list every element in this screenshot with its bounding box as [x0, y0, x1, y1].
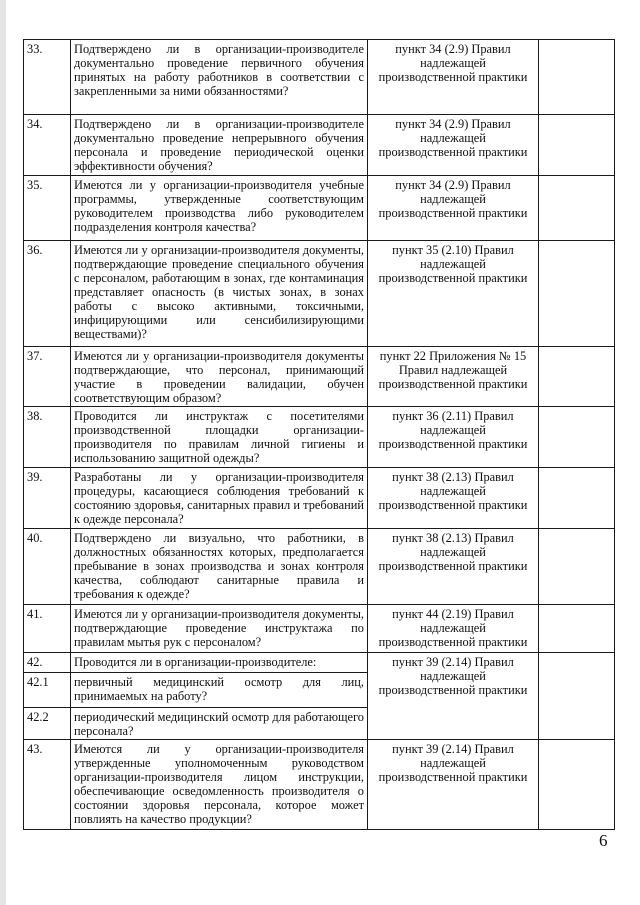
question-text: Имеются ли у организации-производителя документы подтверждающие, что персонал, принимающий участие в проведении валидации, обучен соответствующим образом?	[71, 347, 368, 407]
row-number: 37.	[24, 347, 71, 407]
empty-cell	[539, 653, 615, 740]
reference-text: пункт 34 (2.9) Правил надлежащей производственной практики	[368, 115, 539, 176]
reference-text: пункт 22 Приложения № 15 Правил надлежащей производственной практики	[368, 347, 539, 407]
reference-text: пункт 38 (2.13) Правил надлежащей производственной практики	[368, 529, 539, 605]
row-number: 41.	[24, 605, 71, 653]
table-row	[24, 605, 615, 653]
reference-text: пункт 39 (2.14) Правил надлежащей производственной практики	[368, 653, 539, 740]
row-number: 35.	[24, 176, 71, 241]
table-row	[24, 529, 615, 605]
empty-cell	[539, 468, 615, 529]
page-left-edge	[0, 0, 6, 905]
table-row	[24, 407, 615, 468]
row-number: 43.	[24, 740, 71, 830]
row-number: 33.	[24, 40, 71, 115]
row-number: 36.	[24, 241, 71, 347]
table-row	[24, 653, 615, 673]
question-text: первичный медицинский осмотр для лиц, принимаемых на работу?	[71, 673, 368, 708]
empty-cell	[539, 740, 615, 830]
empty-cell	[539, 241, 615, 347]
table-row	[24, 740, 615, 830]
row-number: 42.	[24, 653, 71, 673]
reference-text: пункт 38 (2.13) Правил надлежащей производственной практики	[368, 468, 539, 529]
empty-cell	[539, 529, 615, 605]
empty-cell	[539, 407, 615, 468]
question-text: Разработаны ли у организации-производителя процедуры, касающиеся соблюдения требований к состоянию здоровья, санитарных правил и требований к одежде персонала?	[71, 468, 368, 529]
table-row	[24, 241, 615, 347]
empty-cell	[539, 347, 615, 407]
question-text: Проводится ли инструктаж с посетителями производственной площадки организации-производителя по правилам личной гигиены и использованию защитной одежды?	[71, 407, 368, 468]
reference-text: пункт 34 (2.9) Правил надлежащей производственной практики	[368, 176, 539, 241]
question-text: Имеются ли у организации-производителя утвержденные уполномоченным руководством организации-производителя лицом инструкции, обеспечивающие осведомленность производителя о состоянии здоровья персонала, которое может повлиять на качество продукции?	[71, 740, 368, 830]
reference-text: пункт 44 (2.19) Правил надлежащей производственной практики	[368, 605, 539, 653]
question-text: Подтверждено ли визуально, что работники, в должностных обязанностях которых, предполагается пребывание в зонах производства и зонах контроля качества, соблюдают санитарные правила и требования к одежде?	[71, 529, 368, 605]
row-number: 34.	[24, 115, 71, 176]
question-text: Подтверждено ли в организации-производителе документально проведение первичного обучения принятых на работу работников в соответствии с закрепленными за ними обязанностями?	[71, 40, 368, 115]
reference-text: пункт 39 (2.14) Правил надлежащей производственной практики	[368, 740, 539, 830]
question-text: периодический медицинский осмотр для работающего персонала?	[71, 708, 368, 740]
checklist-table	[23, 39, 615, 830]
row-number: 38.	[24, 407, 71, 468]
table-row	[24, 40, 615, 115]
empty-cell	[539, 115, 615, 176]
row-number: 42.2	[24, 708, 71, 740]
reference-text: пункт 35 (2.10) Правил надлежащей производственной практики	[368, 241, 539, 347]
empty-cell	[539, 176, 615, 241]
table-row	[24, 347, 615, 407]
page-number: 6	[599, 831, 608, 850]
empty-cell	[539, 40, 615, 115]
question-text: Подтверждено ли в организации-производителе документально проведение непрерывного обучения персонала и проведение периодической оценки эффективности обучения?	[71, 115, 368, 176]
question-text: Имеются ли у организации-производителя документы, подтверждающие проведение инструктажа по правилам мытья рук с персоналом?	[71, 605, 368, 653]
reference-text: пункт 34 (2.9) Правил надлежащей производственной практики	[368, 40, 539, 115]
row-number: 39.	[24, 468, 71, 529]
table-row	[24, 176, 615, 241]
question-text: Проводится ли в организации-производителе:	[71, 653, 368, 673]
question-text: Имеются ли у организации-производителя документы, подтверждающие проведение специального обучения с персоналом, работающим в зонах, где контаминация представляет опасность (в чистых зонах, в зонах работы с высоко активными, токсичными, инфицирующими или сенсибилизирующими веществами)?	[71, 241, 368, 347]
empty-cell	[539, 605, 615, 653]
row-number: 42.1	[24, 673, 71, 708]
row-number: 40.	[24, 529, 71, 605]
question-text: Имеются ли у организации-производителя учебные программы, утвержденные соответствующим руководителем производства либо руководителем подразделения контроля качества?	[71, 176, 368, 241]
reference-text: пункт 36 (2.11) Правил надлежащей производственной практики	[368, 407, 539, 468]
table-row	[24, 115, 615, 176]
table-row	[24, 468, 615, 529]
